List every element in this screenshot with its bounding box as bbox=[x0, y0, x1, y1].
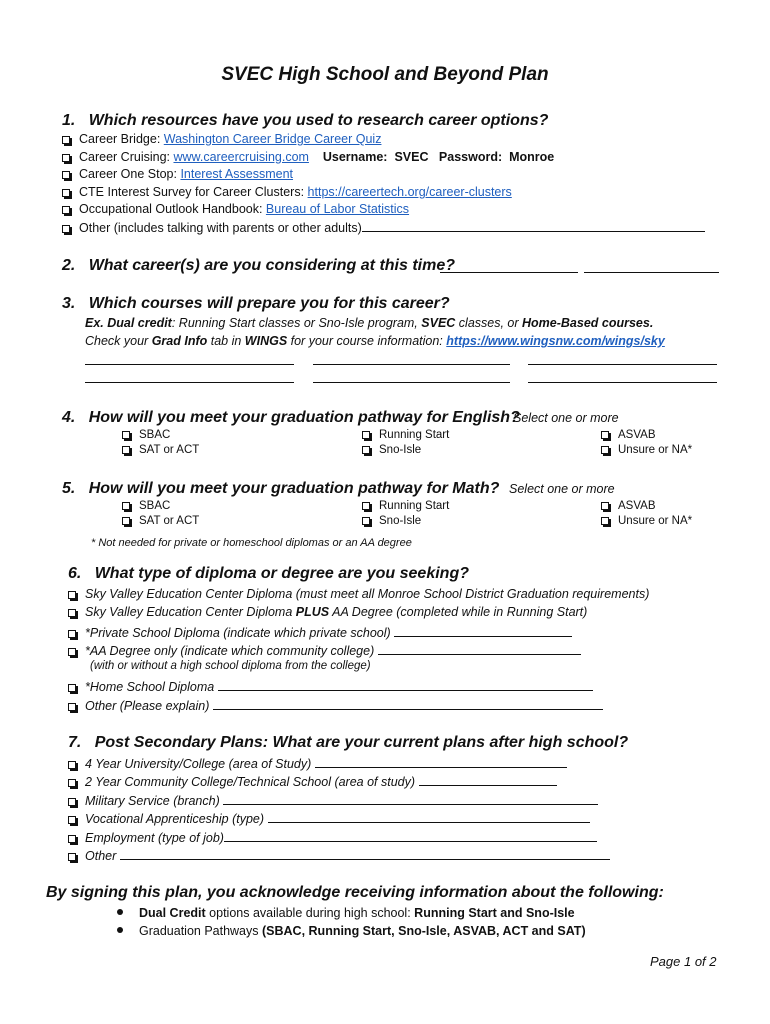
item-label: Other bbox=[85, 849, 120, 863]
checkbox[interactable] bbox=[362, 446, 370, 454]
checkbox[interactable] bbox=[68, 684, 76, 692]
checkbox[interactable] bbox=[62, 171, 70, 179]
checkbox[interactable] bbox=[68, 703, 76, 711]
course-line[interactable] bbox=[313, 382, 510, 383]
checkbox[interactable] bbox=[122, 517, 130, 525]
item-label: Career One Stop: bbox=[79, 167, 181, 181]
item-label: *AA Degree only (indicate which community college) bbox=[85, 644, 378, 658]
checkbox[interactable] bbox=[62, 206, 70, 214]
checkbox[interactable] bbox=[62, 189, 70, 197]
option-label: SBAC bbox=[139, 429, 171, 441]
bullet-text: options available during high school: bbox=[205, 906, 415, 920]
instruction-text: Check your bbox=[85, 334, 152, 348]
item-label: CTE Interest Survey for Career Clusters: bbox=[79, 185, 308, 199]
item-label: Employment (type of job) bbox=[85, 831, 224, 845]
question-number: 2. bbox=[62, 257, 76, 274]
item-label: Occupational Outlook Handbook: bbox=[79, 202, 266, 216]
page-number: Page 1 of 2 bbox=[650, 954, 717, 969]
item-label: *Home School Diploma bbox=[85, 680, 218, 694]
checkbox[interactable] bbox=[362, 502, 370, 510]
question-text: What career(s) are you considering at this time? bbox=[88, 257, 455, 274]
grad-info-instruction bbox=[85, 334, 665, 348]
list-item bbox=[68, 605, 587, 619]
page-title: SVEC High School and Beyond Plan bbox=[221, 64, 549, 85]
list-item bbox=[62, 219, 705, 235]
list-item bbox=[68, 829, 597, 845]
career-cruising-link[interactable]: www.careercruising.com bbox=[173, 150, 309, 164]
answer-line[interactable] bbox=[218, 678, 593, 691]
username-value: SVEC bbox=[394, 150, 429, 164]
question-3 bbox=[62, 295, 450, 313]
item-label: Other (includes talking with parents or other adults) bbox=[79, 221, 362, 235]
item-label: *Private School Diploma (indicate which private school) bbox=[85, 626, 395, 640]
option[interactable] bbox=[122, 515, 199, 527]
answer-line[interactable] bbox=[224, 829, 597, 842]
programs-label: Running Start and Sno-Isle bbox=[414, 906, 575, 920]
option[interactable] bbox=[362, 515, 421, 527]
checkbox[interactable] bbox=[68, 798, 76, 806]
interest-assessment-link[interactable]: Interest Assessment bbox=[180, 167, 294, 181]
question-number: 3. bbox=[62, 295, 76, 312]
option[interactable] bbox=[601, 444, 692, 456]
answer-line[interactable] bbox=[315, 755, 567, 768]
list-item bbox=[68, 624, 572, 640]
list-item bbox=[62, 167, 293, 181]
checkbox[interactable] bbox=[122, 446, 130, 454]
answer-line[interactable] bbox=[362, 219, 705, 232]
option-label: ASVAB bbox=[618, 500, 656, 512]
question-number: 1. bbox=[62, 112, 76, 129]
checkbox[interactable] bbox=[68, 761, 76, 769]
option-label: SAT or ACT bbox=[139, 444, 200, 456]
course-line[interactable] bbox=[528, 364, 717, 365]
option-label: Unsure or NA* bbox=[618, 515, 693, 527]
option[interactable] bbox=[601, 515, 692, 527]
wings-label: WINGS bbox=[244, 334, 288, 348]
ack-bullet-pathways bbox=[117, 924, 586, 938]
example-text: : Running Start classes or Sno-Isle program, bbox=[171, 316, 422, 330]
checkbox[interactable] bbox=[62, 225, 70, 233]
checkbox[interactable] bbox=[62, 154, 70, 162]
option[interactable] bbox=[122, 500, 170, 512]
question-text: How will you meet your graduation pathway for English? bbox=[88, 409, 520, 426]
checkbox[interactable] bbox=[62, 136, 70, 144]
wings-link[interactable]: https://www.wingsnw.com/wings/sky bbox=[446, 334, 665, 348]
course-line[interactable] bbox=[313, 364, 510, 365]
list-item bbox=[62, 132, 381, 146]
question-1 bbox=[62, 112, 548, 130]
question-text: How will you meet your graduation pathway for Math? bbox=[88, 480, 500, 497]
option-label: Running Start bbox=[379, 429, 450, 441]
option[interactable] bbox=[362, 444, 421, 456]
checkbox[interactable] bbox=[68, 591, 76, 599]
item-label: Career Bridge: bbox=[79, 132, 164, 146]
answer-line[interactable] bbox=[394, 624, 572, 637]
course-example bbox=[85, 316, 653, 330]
svec-label: SVEC bbox=[421, 316, 456, 330]
course-line[interactable] bbox=[85, 382, 294, 383]
example-text: classes, or bbox=[455, 316, 522, 330]
dual-credit-label: Dual Credit bbox=[139, 906, 206, 920]
question-text: Post Secondary Plans: What are your current plans after high school? bbox=[94, 734, 629, 751]
checkbox[interactable] bbox=[601, 502, 609, 510]
password-label: Password: bbox=[438, 150, 503, 164]
checkbox[interactable] bbox=[122, 502, 130, 510]
checkbox[interactable] bbox=[68, 609, 76, 617]
question-text: What type of diploma or degree are you seeking? bbox=[94, 565, 469, 582]
checkbox[interactable] bbox=[68, 835, 76, 843]
course-line[interactable] bbox=[528, 382, 717, 383]
question-number: 6. bbox=[68, 565, 82, 582]
instruction-text: tab in bbox=[207, 334, 245, 348]
option[interactable] bbox=[122, 429, 170, 441]
question-5 bbox=[62, 480, 499, 498]
select-hint: Select one or more bbox=[513, 411, 619, 425]
list-item bbox=[68, 792, 598, 808]
checkbox[interactable] bbox=[362, 431, 370, 439]
acknowledgement-heading: By signing this plan, you acknowledge receiving information about the following: bbox=[46, 884, 664, 901]
item-label: 2 Year Community College/Technical School (area of study) bbox=[85, 775, 419, 789]
option-label: SAT or ACT bbox=[139, 515, 200, 527]
question-number: 5. bbox=[62, 480, 76, 497]
question-2 bbox=[62, 257, 455, 275]
careertech-link[interactable]: https://careertech.org/career-clusters bbox=[307, 185, 512, 199]
instruction-text: for your course information: bbox=[287, 334, 447, 348]
question-number: 7. bbox=[68, 734, 82, 751]
aa-note: (with or without a high school diploma from the college) bbox=[90, 660, 371, 672]
question-6 bbox=[68, 565, 469, 583]
checkbox[interactable] bbox=[68, 816, 76, 824]
home-based-label: Home-Based courses. bbox=[522, 316, 654, 330]
option[interactable] bbox=[601, 500, 656, 512]
ack-bullet-dual-credit bbox=[117, 906, 575, 920]
option-label: SBAC bbox=[139, 500, 171, 512]
password-value: Monroe bbox=[509, 150, 555, 164]
option-label: Sno-Isle bbox=[379, 515, 422, 527]
list-item bbox=[62, 185, 512, 199]
answer-line[interactable] bbox=[223, 792, 598, 805]
checkbox[interactable] bbox=[68, 779, 76, 787]
checkbox[interactable] bbox=[601, 517, 609, 525]
answer-line[interactable] bbox=[120, 847, 610, 860]
checkbox[interactable] bbox=[68, 853, 76, 861]
item-label: Sky Valley Education Center Diploma (must meet all Monroe School District Graduation requirements) bbox=[85, 587, 650, 601]
plus-label: PLUS bbox=[295, 605, 330, 619]
item-label: Military Service (branch) bbox=[85, 794, 224, 808]
option-label: Unsure or NA* bbox=[618, 444, 693, 456]
career-bridge-link[interactable]: Washington Career Bridge Career Quiz bbox=[163, 132, 382, 146]
answer-line[interactable] bbox=[440, 272, 578, 273]
grad-info-label: Grad Info bbox=[151, 334, 208, 348]
list-item bbox=[68, 755, 567, 771]
question-7 bbox=[68, 734, 628, 752]
footnote: * Not needed for private or homeschool diplomas or an AA degree bbox=[91, 537, 412, 549]
course-line[interactable] bbox=[85, 364, 294, 365]
list-item bbox=[68, 847, 610, 863]
list-item bbox=[68, 697, 603, 713]
bullet-icon bbox=[117, 927, 123, 933]
list-item bbox=[62, 150, 554, 164]
list-item bbox=[62, 202, 409, 216]
bullet-text: Graduation Pathways bbox=[139, 924, 262, 938]
item-label: Career Cruising: bbox=[79, 150, 174, 164]
select-hint: Select one or more bbox=[509, 482, 615, 496]
option-label: ASVAB bbox=[618, 429, 656, 441]
checkbox[interactable] bbox=[68, 630, 76, 638]
option[interactable] bbox=[362, 429, 449, 441]
question-text: Which courses will prepare you for this career? bbox=[88, 295, 450, 312]
option-label: Running Start bbox=[379, 500, 450, 512]
answer-line[interactable] bbox=[584, 272, 719, 273]
list-item bbox=[68, 587, 649, 601]
answer-line[interactable] bbox=[268, 810, 590, 823]
option-label: Sno-Isle bbox=[379, 444, 422, 456]
list-item bbox=[68, 642, 581, 658]
item-label: AA Degree (completed while in Running Start) bbox=[329, 605, 588, 619]
list-item bbox=[68, 678, 593, 694]
checkbox[interactable] bbox=[122, 431, 130, 439]
checkbox[interactable] bbox=[68, 648, 76, 656]
checkbox[interactable] bbox=[601, 431, 609, 439]
question-4 bbox=[62, 409, 520, 427]
list-item bbox=[68, 773, 557, 789]
question-number: 4. bbox=[62, 409, 76, 426]
item-label: Other (Please explain) bbox=[85, 699, 213, 713]
item-label: Sky Valley Education Center Diploma bbox=[85, 605, 296, 619]
item-label: 4 Year University/College (area of Study) bbox=[85, 757, 315, 771]
item-label: Vocational Apprenticeship (type) bbox=[85, 812, 268, 826]
answer-line[interactable] bbox=[213, 697, 603, 710]
option[interactable] bbox=[362, 500, 449, 512]
username-label: Username: bbox=[322, 150, 388, 164]
option[interactable] bbox=[122, 444, 199, 456]
answer-line[interactable] bbox=[419, 773, 557, 786]
dual-credit-label: Ex. Dual credit bbox=[85, 316, 172, 330]
checkbox[interactable] bbox=[601, 446, 609, 454]
option[interactable] bbox=[601, 429, 656, 441]
checkbox[interactable] bbox=[362, 517, 370, 525]
list-item bbox=[68, 810, 590, 826]
question-text: Which resources have you used to research career options? bbox=[88, 112, 549, 129]
bullet-icon bbox=[117, 909, 123, 915]
answer-line[interactable] bbox=[378, 642, 581, 655]
pathways-label: (SBAC, Running Start, Sno-Isle, ASVAB, ACT and SAT) bbox=[262, 924, 586, 938]
bls-link[interactable]: Bureau of Labor Statistics bbox=[265, 202, 410, 216]
